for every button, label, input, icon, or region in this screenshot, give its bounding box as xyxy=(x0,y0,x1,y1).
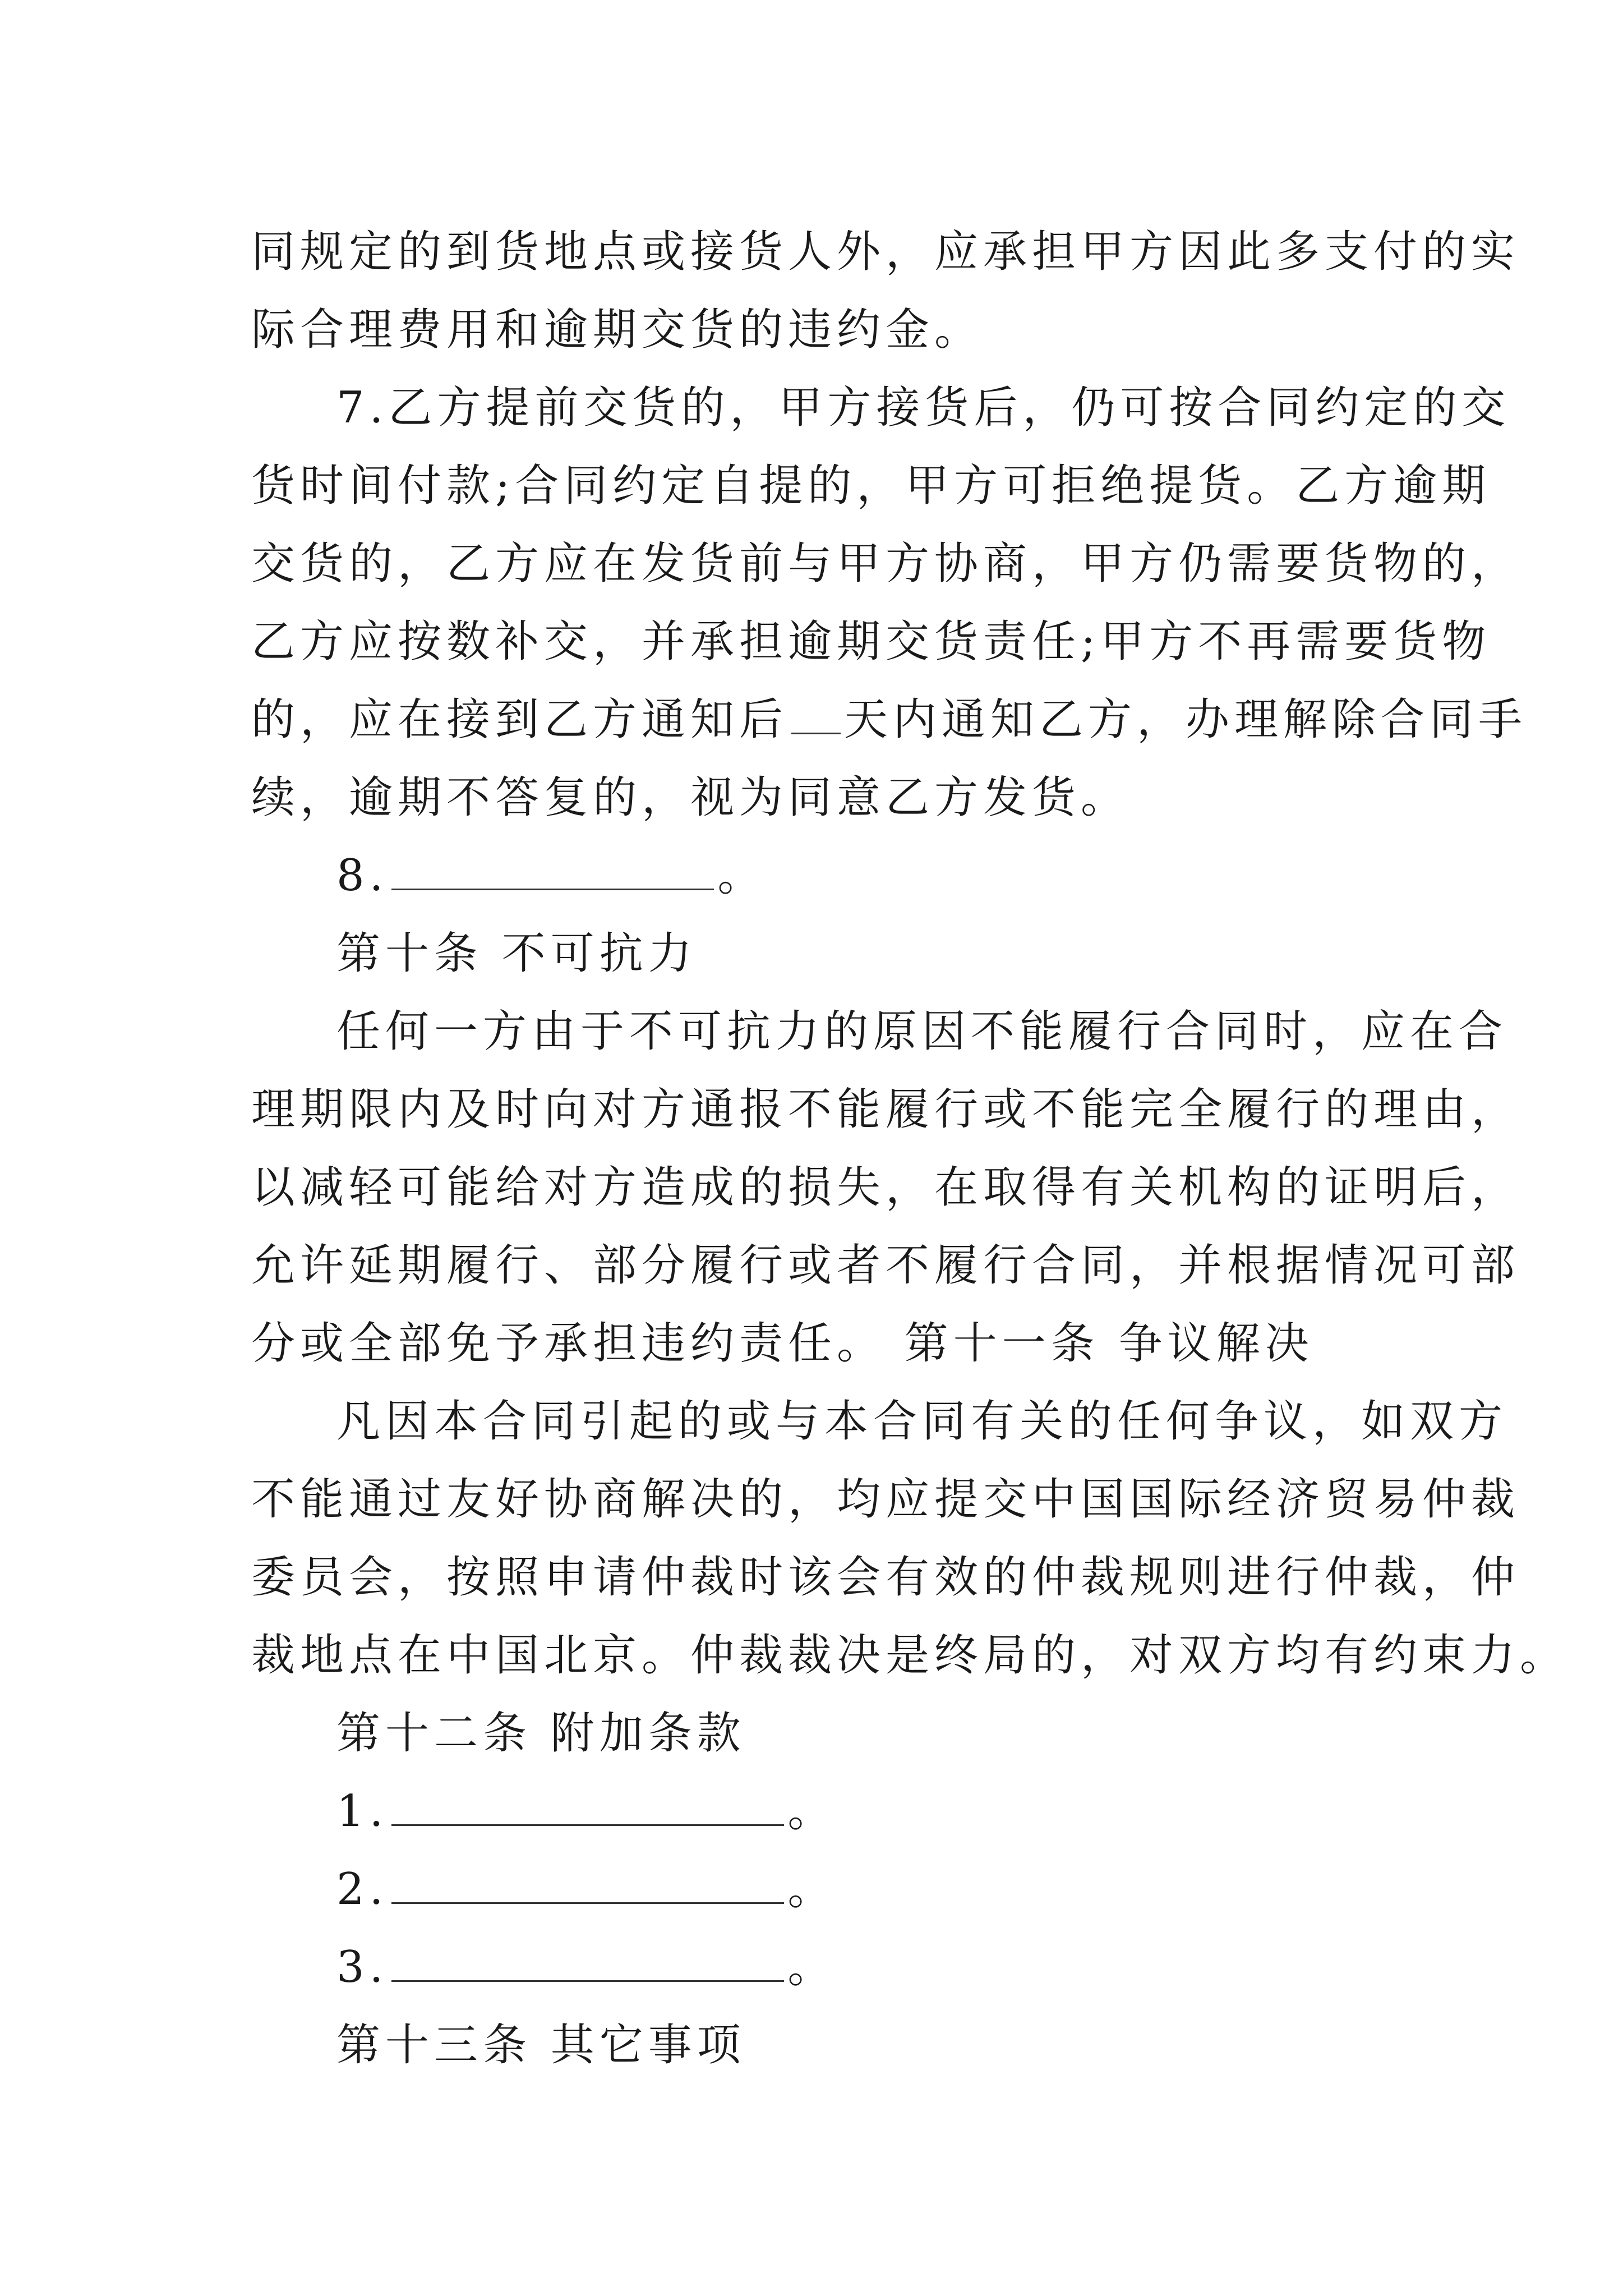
text-line: 交货的，乙方应在发货前与甲方协商，甲方仍需要货物的， xyxy=(251,539,1520,589)
text-line: 同规定的到货地点或接货人外，应承担甲方因此多支付的实 xyxy=(251,227,1520,277)
text-line: 裁地点在中国北京。仲裁裁决是终局的，对双方均有约束力。 xyxy=(251,1630,1569,1681)
list-item xyxy=(251,1851,1384,1929)
item-number: 1. xyxy=(336,1786,389,1837)
item-end: 。 xyxy=(787,1942,837,1993)
paragraph-item-7 xyxy=(251,369,1528,837)
text-line: 凡因本合同引起的或与本合同有关的任何争议，如双方 xyxy=(336,1396,1508,1447)
article-12-items xyxy=(251,1773,1384,2007)
text-line: 委员会，按照申请仲裁时该会有效的仲裁规则进行仲裁，仲 xyxy=(251,1552,1520,1603)
text-fragment: 的，应在接到乙方通知后 xyxy=(251,694,789,745)
text-line: 理期限内及时向对方通报不能履行或不能完全履行的理由， xyxy=(251,1084,1520,1135)
article-13-heading: 第十三条 其它事项 xyxy=(336,2020,746,2070)
blank-field xyxy=(391,1783,784,1826)
blank-days-field xyxy=(791,691,841,734)
document-page xyxy=(251,213,1569,2085)
text-line: 乙方应按数补交，并承担逾期交货责任;甲方不再需要货物 xyxy=(251,616,1491,667)
item-number: 3. xyxy=(336,1942,389,1993)
paragraph-item-8 xyxy=(251,837,1384,915)
text-line: 不能通过友好协商解决的，均应提交中国国际经济贸易仲裁 xyxy=(251,1474,1520,1525)
text-line xyxy=(251,681,1528,759)
item-end: 。 xyxy=(787,1864,837,1915)
item-number: 2. xyxy=(336,1864,389,1915)
text-fragment: 天内通知乙方，办理解除合同手 xyxy=(844,694,1528,745)
item-number: 8. xyxy=(336,850,389,901)
blank-field xyxy=(391,1861,784,1904)
list-item xyxy=(251,1773,1384,1851)
article-12-heading: 第十二条 附加条款 xyxy=(336,1708,746,1759)
text-line: 任何一方由于不可抗力的原因不能履行合同时，应在合 xyxy=(336,1006,1508,1057)
text-line: 7.乙方提前交货的，甲方接货后，仍可按合同约定的交 xyxy=(336,383,1511,433)
text-line: 分或全部免予承担违约责任。 第十一条 争议解决 xyxy=(251,1318,1314,1369)
text-line xyxy=(251,837,1384,915)
text-line: 续，逾期不答复的，视为同意乙方发货。 xyxy=(251,772,1130,823)
list-item xyxy=(251,1929,1384,2007)
item-end: 。 xyxy=(717,850,767,901)
text-line: 际合理费用和逾期交货的违约金。 xyxy=(251,305,984,355)
item-end: 。 xyxy=(787,1786,837,1837)
text-line: 允许延期履行、部分履行或者不履行合同，并根据情况可部 xyxy=(251,1240,1520,1291)
paragraph-article-11 xyxy=(251,1383,1569,1695)
blank-field xyxy=(391,1939,784,1982)
text-line: 以减轻可能给对方造成的损失，在取得有关机构的证明后， xyxy=(251,1162,1520,1213)
paragraph-article-10 xyxy=(251,993,1520,1383)
blank-field xyxy=(391,847,714,890)
text-line: 货时间付款;合同约定自提的，甲方可拒绝提货。乙方逾期 xyxy=(251,461,1491,511)
paragraph-continuation xyxy=(251,213,1520,369)
article-10-heading: 第十条 不可抗力 xyxy=(336,928,697,979)
